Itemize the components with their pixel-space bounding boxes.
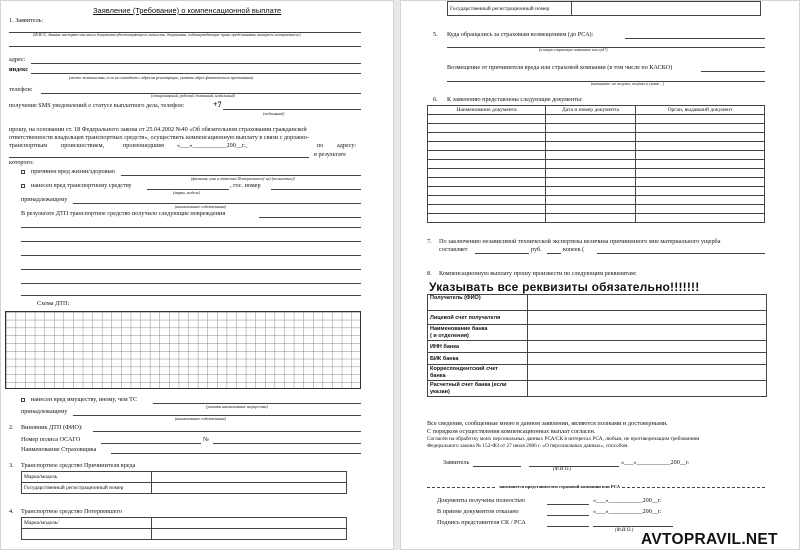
scheme-grid[interactable] xyxy=(5,311,361,389)
docs-header-date: Дата и номер документа xyxy=(546,106,636,115)
table-row[interactable] xyxy=(428,205,765,214)
vehicle-culprit-label: Транспортное средство Причинителя вреда xyxy=(21,462,136,469)
req-settle-note: указан) xyxy=(430,388,450,395)
table-row[interactable] xyxy=(428,115,765,124)
req-settle: Расчетный счет банка (если xyxy=(430,382,507,389)
table-row[interactable] xyxy=(428,196,765,205)
top-regnum-value[interactable] xyxy=(572,2,761,16)
request-line-4: в результате xyxy=(314,151,347,158)
harm-life-label: причинен вред жизни/здоровью xyxy=(31,168,115,175)
item3-label: 3. xyxy=(9,462,14,469)
rsa-fill-note: заполняется представителем страховой компании или РСА xyxy=(499,484,620,489)
damage-line-0[interactable] xyxy=(259,217,361,218)
request-line-1: прошу, на основании ст. 18 Федерального закона от 25.04.2002 №40 «Об обязательном страховании гражданской xyxy=(9,126,307,133)
expert-line-2a: составляет xyxy=(439,246,468,253)
table-cell[interactable] xyxy=(636,151,765,160)
compensation-line[interactable] xyxy=(701,71,765,72)
item6-label: 6. xyxy=(433,96,438,103)
docs-missing-date[interactable]: «___»___________200__г. xyxy=(593,508,662,515)
checkbox-harm-life[interactable] xyxy=(21,170,25,174)
table-cell[interactable] xyxy=(546,133,636,142)
table-row xyxy=(428,106,765,115)
table-cell[interactable] xyxy=(428,169,546,178)
hint-fio-sig: (Ф.И.О.) xyxy=(553,467,572,472)
applied-label: Куда обращались за страховым возмещением (до РСА): xyxy=(447,31,594,38)
applicant-date[interactable]: «___»___________200__г. xyxy=(621,459,690,466)
table-row xyxy=(428,325,767,341)
checkbox-harm-vehicle[interactable] xyxy=(21,184,25,188)
table-cell[interactable] xyxy=(546,178,636,187)
harm-property-label: нанесен вред имуществу, иному, чем ТС xyxy=(31,396,138,403)
req-bik-value[interactable] xyxy=(528,353,767,365)
table-row xyxy=(448,2,761,16)
table-cell[interactable] xyxy=(428,142,546,151)
applicant-line-2[interactable] xyxy=(9,46,361,47)
index-label: индекс xyxy=(9,66,29,73)
applicant-fio-line[interactable] xyxy=(529,466,619,467)
requisites-table xyxy=(427,294,767,397)
table-cell[interactable] xyxy=(428,115,546,124)
damage-line-4[interactable] xyxy=(21,269,361,270)
table-cell[interactable] xyxy=(428,133,546,142)
vehicle-victim-table xyxy=(21,517,347,540)
vehicle-victim-label: Транспортное средство Потерпевшего xyxy=(21,508,122,515)
docs-table xyxy=(427,105,765,223)
table-cell[interactable] xyxy=(428,187,546,196)
req-inn-value[interactable] xyxy=(528,341,767,353)
regnum-value-cell[interactable] xyxy=(152,483,347,494)
request-line-3a: транспортным xyxy=(9,142,48,149)
docs-header-issuer: Орган, выдавший документ xyxy=(636,106,765,115)
hint-received: (напишите: не получал, получал в сумме…) xyxy=(591,81,665,86)
table-row xyxy=(22,472,347,483)
belonging-label: принадлежащему xyxy=(21,196,68,203)
expert-line-2b: руб. xyxy=(531,246,542,253)
table-cell[interactable] xyxy=(546,142,636,151)
index-line[interactable] xyxy=(31,73,361,74)
req-recipient: Получатель (ФИО) xyxy=(428,295,528,311)
item8-label: 8. xyxy=(427,270,432,277)
req-bank-value[interactable] xyxy=(528,325,767,341)
right-form-page xyxy=(400,0,800,550)
compensation-label: Возмещение от причинителя вреда или страховой компании (в том числе по КАСКО) xyxy=(447,64,673,71)
amount-words-line[interactable] xyxy=(597,253,765,254)
table-cell[interactable] xyxy=(636,160,765,169)
checkbox-harm-property[interactable] xyxy=(21,398,25,402)
table-cell[interactable] xyxy=(428,214,546,223)
table-cell[interactable] xyxy=(428,178,546,187)
gos-nomer-label: , гос. номер xyxy=(230,182,261,189)
sms-prefix: +7 xyxy=(213,100,222,109)
warning-text: Указывать все реквизиты обязательно!!!!!!! xyxy=(429,280,700,294)
table-cell[interactable] xyxy=(546,187,636,196)
hint-owner2: (наименование собственника) xyxy=(175,416,226,421)
osago-label: Номер полиса ОСАГО xyxy=(21,436,81,443)
docs-header-name: Наименование документа xyxy=(428,106,546,115)
rep-sign-line[interactable] xyxy=(547,526,589,527)
top-regnum-cell: Государственный регистрационный номер xyxy=(448,2,572,16)
table-cell[interactable] xyxy=(546,196,636,205)
table-row[interactable] xyxy=(428,178,765,187)
belonging2-label: принадлежащему xyxy=(21,408,68,415)
brand-value-cell[interactable] xyxy=(152,472,347,483)
damage-line-2[interactable] xyxy=(21,241,361,242)
item7-label: 7. xyxy=(427,238,432,245)
damage-line-3[interactable] xyxy=(21,255,361,256)
request-line-5: которого: xyxy=(9,159,34,166)
hint-life: (фамилия, имя и отчество Потерпевшего(-их) (полностью)) xyxy=(191,176,295,181)
consent-line-1: Согласен на обработку моих персональных данных РСА/СК в интересах РСА, любым, не противоречащим требованиям xyxy=(427,436,700,442)
table-cell[interactable] xyxy=(636,196,765,205)
insurer-line[interactable] xyxy=(111,453,361,454)
consent-line-2: Федерального закона № 152-ФЗ от 27 июля 2006 г. «О персональных данных», способом. xyxy=(427,443,629,449)
expert-line-1: По заключению независимой технической экспертизы величина причиненного мне материального ущерба xyxy=(439,238,721,245)
damage-line-6[interactable] xyxy=(21,295,361,296)
confirm-line-1: Все сведения, сообщенные мною в данном заявлении, являются полными и достоверными. xyxy=(427,420,668,427)
item2-label: 2. xyxy=(9,424,14,431)
table-row xyxy=(428,365,767,381)
table-row[interactable] xyxy=(428,124,765,133)
applicant-sign-line[interactable] xyxy=(473,466,521,467)
table-row[interactable] xyxy=(428,151,765,160)
hint-which: (в какую страховую компанию или суд?) xyxy=(539,47,608,52)
form-title: Заявление (Требование) о компенсационной выплате xyxy=(93,6,282,15)
table-cell[interactable] xyxy=(636,205,765,214)
amount-kop-line[interactable] xyxy=(547,253,561,254)
table-row xyxy=(428,311,767,325)
table-cell[interactable] xyxy=(428,124,546,133)
table-row xyxy=(22,529,347,540)
sms-label: получение SMS уведомлений о статусе выплатного дела, телефон: xyxy=(9,102,185,109)
applicant-label: Заявитель xyxy=(443,459,470,466)
table-cell[interactable] xyxy=(428,205,546,214)
table-row xyxy=(428,353,767,365)
table-row[interactable] xyxy=(428,160,765,169)
brand-cell: Марка/модель xyxy=(22,472,152,483)
table-cell[interactable] xyxy=(636,187,765,196)
table-cell[interactable] xyxy=(546,115,636,124)
table-cell[interactable] xyxy=(546,205,636,214)
number-sign: № xyxy=(203,436,209,443)
table-cell[interactable] xyxy=(636,124,765,133)
vehicle-number-line[interactable] xyxy=(271,189,361,190)
req-corr-value[interactable] xyxy=(528,365,767,381)
hint-owner: (наименование собственника) xyxy=(175,204,226,209)
item5-label: 5. xyxy=(433,31,438,38)
req-bank-branch: ( и отделения) xyxy=(430,332,469,339)
req-settle-value[interactable] xyxy=(528,381,767,397)
req-inn: ИНН банка xyxy=(428,341,528,353)
table-cell[interactable] xyxy=(636,142,765,151)
table-row xyxy=(22,483,347,494)
table-cell[interactable] xyxy=(428,196,546,205)
sms-phone-line[interactable] xyxy=(223,109,361,110)
docs-full-date[interactable]: «___»___________200__г. xyxy=(593,497,662,504)
hint-fio: (Ф.И.О., данные паспорта или иного документа удостоверяющего личность, документы, подтверждающие право представлять интересы потерпевшего) xyxy=(33,32,301,37)
address-line[interactable] xyxy=(31,63,361,64)
table-row xyxy=(428,381,767,397)
osago-number-line[interactable] xyxy=(213,443,361,444)
table-cell[interactable] xyxy=(636,115,765,124)
expert-line-2c: копеек ( xyxy=(563,246,585,253)
vehicle-culprit-table xyxy=(21,471,347,494)
damage-line-1[interactable] xyxy=(21,227,361,228)
table-cell[interactable] xyxy=(546,160,636,169)
brand2-value-cell[interactable] xyxy=(152,518,347,529)
regnum-cell: Государственный регистрационный номер xyxy=(22,483,152,494)
hint-phone: (стационарный, рабочий, домашний, мобильный) xyxy=(151,93,236,98)
req-recipient-value[interactable] xyxy=(528,295,767,311)
rep-fio-line[interactable] xyxy=(593,526,673,527)
watermark-logo: AVTOPRAVIL.NET xyxy=(641,531,778,548)
docs-missing-sign-line[interactable] xyxy=(547,515,589,516)
request-line-3e: по xyxy=(317,142,324,149)
accident-address-line[interactable] xyxy=(9,157,309,158)
payout-label: Компенсационную выплату прошу произвести по следующим реквизитам: xyxy=(439,270,637,277)
table-cell[interactable] xyxy=(546,151,636,160)
table-cell[interactable] xyxy=(546,124,636,133)
docs-full-sign-line[interactable] xyxy=(547,504,589,505)
req-account: Лицевой счет получателя xyxy=(428,311,528,325)
table-cell[interactable] xyxy=(636,169,765,178)
table-cell[interactable] xyxy=(636,133,765,142)
table-cell[interactable] xyxy=(428,160,546,169)
table-cell[interactable] xyxy=(546,169,636,178)
item1-label: 1. Заявитель: xyxy=(9,17,44,24)
damage-label: В результате ДТП транспортное средство получило следующие повреждения xyxy=(21,210,226,217)
amount-rub-line[interactable] xyxy=(475,253,529,254)
phone-label: телефон: xyxy=(9,86,33,93)
empty-value-cell[interactable] xyxy=(152,529,347,540)
table-row xyxy=(428,295,767,311)
insurer-label: Наименование Страховщика xyxy=(21,446,97,453)
table-row xyxy=(22,518,347,529)
request-line-3c: произошедшим xyxy=(123,142,164,149)
docs-missing-label: В приеме документов отказано xyxy=(437,508,519,515)
hint-brand: (марка, модель) xyxy=(173,190,200,195)
req-corr-bank: банка xyxy=(430,372,446,379)
req-bik: БИК банка xyxy=(428,353,528,365)
table-row xyxy=(428,341,767,353)
left-form-page xyxy=(0,0,394,550)
item4-label: 4. xyxy=(9,508,14,515)
request-line-3f: адресу: xyxy=(337,142,357,149)
table-cell[interactable] xyxy=(546,214,636,223)
table-row[interactable] xyxy=(428,133,765,142)
hint-fio-bottom: (Ф.И.О.) xyxy=(615,528,634,533)
confirm-line-2: С порядком осуществления компенсационных выплат согласен. xyxy=(427,428,596,435)
req-corr: Корреспондентский счет xyxy=(430,366,498,373)
docs-full-label: Документы получены полностью xyxy=(437,497,525,504)
damage-line-5[interactable] xyxy=(21,283,361,284)
table-cell[interactable] xyxy=(636,178,765,187)
table-row[interactable] xyxy=(428,214,765,223)
table-row[interactable] xyxy=(428,142,765,151)
address-label: адрес: xyxy=(9,56,26,63)
brand2-cell: Марка/модель/ xyxy=(22,518,152,529)
hint-address: (место жительства, если не совпадает с адресом регистрации, указать адрес фактического проживания) xyxy=(69,75,254,80)
applied-line[interactable] xyxy=(625,38,765,39)
osago-series-line[interactable] xyxy=(101,443,201,444)
hint-property: (указать наименование имущества) xyxy=(206,404,268,409)
rep-sign-label: Подпись представителя СК / РСА xyxy=(437,519,526,526)
top-table xyxy=(447,1,761,16)
empty-cell xyxy=(22,529,152,540)
request-line-2: ответственности владельцев транспортных средств», осуществить компенсационную выплату в связи с дорожно- xyxy=(9,134,309,141)
hint-mobile: (мобильный) xyxy=(263,111,285,116)
table-cell[interactable] xyxy=(428,151,546,160)
scheme-label: Схема ДТП: xyxy=(37,300,70,307)
req-bank-name: Наименование банка xyxy=(430,326,488,333)
request-line-3b: происшествием, xyxy=(61,142,105,149)
culprit-line[interactable] xyxy=(93,431,361,432)
accident-date[interactable]: «___»___________200__г., xyxy=(177,142,247,149)
culprit-label: Виновник ДТП (ФИО): xyxy=(21,424,83,431)
table-row[interactable] xyxy=(428,187,765,196)
docs-label: К заявлению представлены следующие документы: xyxy=(447,96,583,103)
harm-vehicle-label: нанесен вред транспортному средству xyxy=(31,182,132,189)
table-row[interactable] xyxy=(428,169,765,178)
table-cell[interactable] xyxy=(636,214,765,223)
req-account-value[interactable] xyxy=(528,311,767,325)
